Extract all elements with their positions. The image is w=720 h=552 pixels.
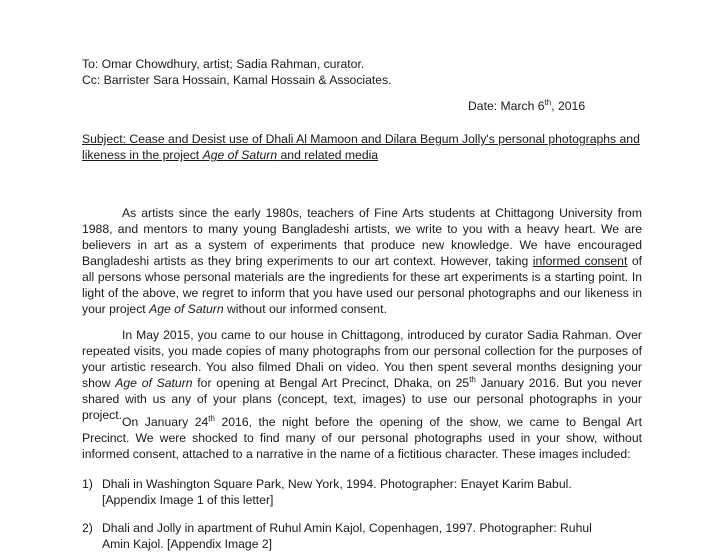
- cc-line: Cc: Barrister Sara Hossain, Kamal Hossain & Associates.: [82, 73, 392, 87]
- letter-date: Date: March 6th, 2016: [468, 98, 586, 113]
- paragraph-3: On January 24th 2016, the night before the opening of the show, we came to Bengal Art Precinct. We were shocked to find many of our personal photographs used in your show, without informed consent, attached to a narrative in the name of a fictitious character. These images included:: [82, 414, 642, 461]
- paragraph-2: In May 2015, you came to our house in Chittagong, introduced by curator Sadia Rahman. Over repeated visits, you made copies of many photographs from our personal collection for the purposes of your artistic research. You also filmed Dhali on video. You then spent several months designing your show Age of Saturn for opening at Bengal Art Precinct, Dhaka, on 25th January 2016. But you never shared with us any of your plans (concept, text, images) to use our personal photographs in your project.: [82, 328, 643, 422]
- to-line: To: Omar Chowdhury, artist; Sadia Rahman, curator.: [82, 57, 365, 71]
- subject-line: Subject: Cease and Desist use of Dhali Al Mamoon and Dilara Begum Jolly's personal photographs and likeness in the project Age of Saturn and related media: [82, 132, 640, 162]
- list-item-text: Dhali and Jolly in apartment of Ruhul Amin Kajol, Copenhagen, 1997. Photographer: Ruhul Amin Kajol. [Appendix Image 2]: [102, 521, 592, 551]
- informed-consent-text: informed consent: [532, 254, 628, 268]
- list-item-number: 1): [82, 477, 93, 491]
- list-item-text: Dhali in Washington Square Park, New York, 1994. Photographer: Enayet Karim Babul.[Appendix Image 1 of this letter]: [102, 477, 572, 507]
- paragraph-1: As artists since the early 1980s, teachers of Fine Arts students at Chittagong University from 1988, and mentors to many young Bangladeshi artists, we write to you with a heavy heart. We are believers in art as a system of experiments that produce new knowledge. We have encouraged Bangladeshi artists as they bring experiments to our art context. However, taking informed consent of all persons whose personal materials are the ingredients for these art experiments is a starting point. In light of the above, we regret to inform that you have used our personal photographs and our likeness in your project Age of Saturn without our informed consent.: [82, 206, 642, 316]
- list-item-number: 2): [82, 521, 93, 535]
